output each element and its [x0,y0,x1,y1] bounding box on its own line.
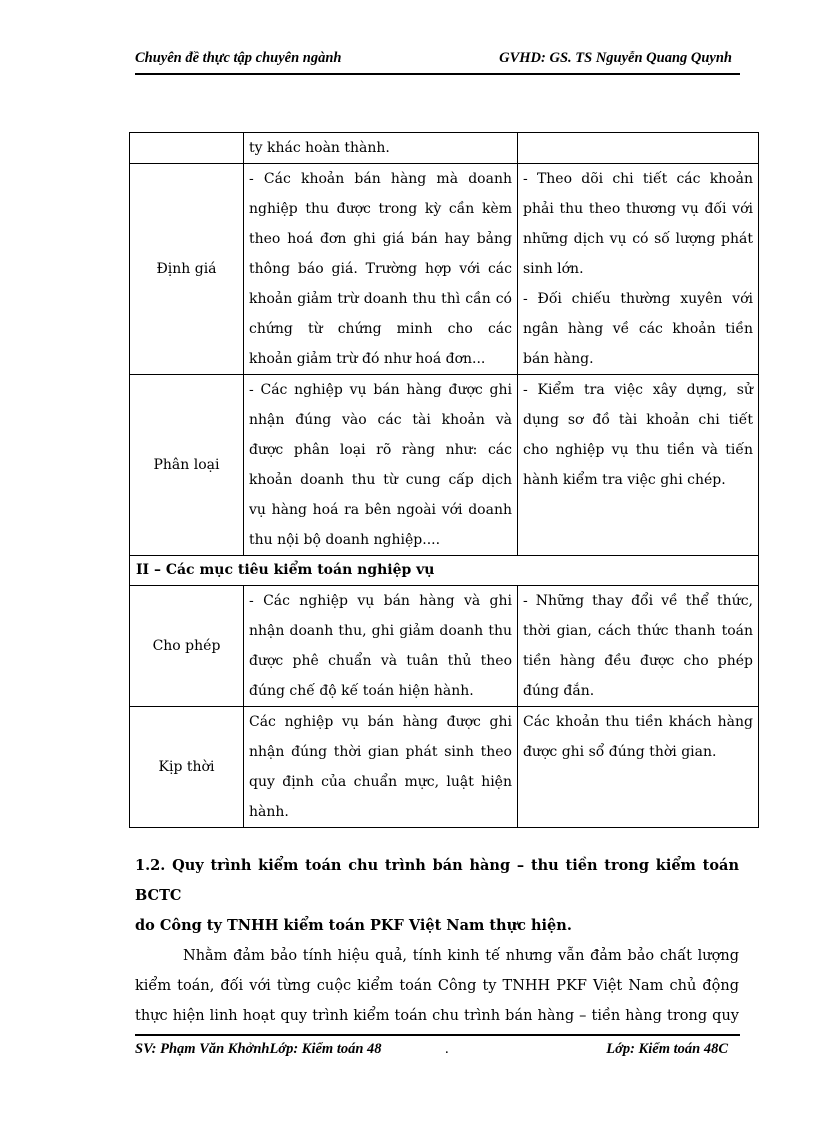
text-line: Các nghiệp vụ bán hàng được ghi [249,714,512,730]
procedure-cell [518,586,759,707]
text-line: Các khoản thu tiền khách hàng [523,714,753,730]
text-line: khoản doanh thu từ cung cấp dịch [249,472,512,488]
text-line: được phân loại rõ ràng như: các [249,442,512,458]
section-title: II – Các mục tiêu kiểm toán nghiệp vụ [130,556,759,586]
criterion-cell: Phân loại [130,375,244,556]
objective-cell [244,164,518,375]
text-line: đúng chế độ kế toán hiện hành. [249,683,474,699]
paragraph-line: Nhằm đảm bảo tính hiệu quả, tính kinh tế nhưng vẫn đảm bảo chất lượng [183,948,739,964]
text-line: thu nội bộ doanh nghiệp.... [249,532,441,548]
text-line: tiền hàng đều được cho phép [523,653,753,669]
procedure-cell [518,164,759,375]
objective-cell: ty khác hoàn thành. [244,133,518,164]
section-heading [135,851,739,941]
page-header [135,50,738,70]
text-line: nhận đúng vào các tài khoản và [249,412,512,428]
procedure-cell [518,375,759,556]
paragraph [135,941,739,1031]
criterion-cell: Định giá [130,164,244,375]
text-line: - Các khoản bán hàng mà doanh [249,171,512,187]
text-line: - Theo dõi chi tiết các khoản [523,171,753,187]
text-line: nhận doanh thu, ghi giảm doanh thu [249,623,512,639]
table-row [130,586,759,707]
text-line: - Đối chiếu thường xuyên với [523,291,753,307]
audit-objectives-table [129,132,759,828]
text-line: khoản giảm trừ đó như hoá đơn... [249,351,486,367]
text-line: dụng sơ đồ tài khoản chi tiết [523,412,753,428]
text-line: theo hoá đơn ghi giá bán hay bảng [249,231,512,247]
text-line: phải thu theo thương vụ đối với [523,201,753,217]
text-line: hành. [249,804,289,820]
text-line: - Những thay đổi về thể thức, [523,593,753,609]
header-title: Chuyên đề thực tập chuyên ngành [135,50,342,66]
text-line: - Các nghiệp vụ bán hàng và ghi [249,593,512,609]
table-row [130,133,759,164]
table-row [130,375,759,556]
section-row [130,556,759,586]
text-line: khoản giảm trừ doanh thu thì cần có [249,291,512,307]
paragraph-line: thực hiện linh hoạt quy trình kiểm toán chu trình bán hàng – tiền hàng trong quy [135,1008,739,1024]
text-line: bán hàng. [523,351,594,367]
text-line: đúng đắn. [523,683,595,699]
text-line: nhận đúng thời gian phát sinh theo [249,744,512,760]
footer-dot: . [445,1041,449,1057]
procedure-cell [518,133,759,164]
text-line: ngân hàng về các khoản tiền [523,321,753,337]
footer-class: Lớp: Kiểm toán 48C [606,1041,728,1057]
criterion-cell: Kịp thời [130,707,244,828]
paragraph-line: kiểm toán, đối với từng cuộc kiểm toán Công ty TNHH PKF Việt Nam chủ động [135,978,739,994]
objective-cell [244,586,518,707]
text-line: quy định của chuẩn mực, luật hiện [249,774,512,790]
text-line: sinh lớn. [523,261,584,277]
header-divider [135,73,740,75]
objective-cell [244,707,518,828]
footer-divider [135,1034,740,1036]
text-line: những dịch vụ có số lượng phát [523,231,753,247]
objective-cell [244,375,518,556]
table-row [130,164,759,375]
text-line: hành kiểm tra việc ghi chép. [523,472,726,488]
page-footer [135,1041,738,1061]
text-line: - Các nghiệp vụ bán hàng được ghi [249,382,512,398]
text-line: thời gian, cách thức thanh toán [523,623,753,639]
body-text [135,851,739,1031]
heading-line: do Công ty TNHH kiểm toán PKF Việt Nam thực hiện. [135,917,572,934]
text-line: - Kiểm tra việc xây dựng, sử [523,382,753,398]
text-line: nghiệp thu được trong kỳ cần kèm [249,201,512,217]
criterion-cell: Cho phép [130,586,244,707]
header-supervisor: GVHD: GS. TS Nguyễn Quang Quynh [499,50,732,66]
text-line: vụ hàng hoá ra bên ngoài với doanh [249,502,512,518]
text-line: cho nghiệp vụ thu tiền và tiến [523,442,753,458]
text-line: được phê chuẩn và tuân thủ theo [249,653,512,669]
heading-line: 1.2. Quy trình kiểm toán chu trình bán hàng – thu tiền trong kiểm toán BCTC [135,857,739,904]
table-row [130,707,759,828]
procedure-cell [518,707,759,828]
text-line: được ghi sổ đúng thời gian. [523,744,717,760]
text-line: chứng từ chứng minh cho các [249,321,512,337]
footer-student: SV: Phạm Văn KhởnhLớp: Kiểm toán 48 [135,1041,382,1057]
text-line: thông báo giá. Trường hợp với các [249,261,512,277]
criterion-cell [130,133,244,164]
